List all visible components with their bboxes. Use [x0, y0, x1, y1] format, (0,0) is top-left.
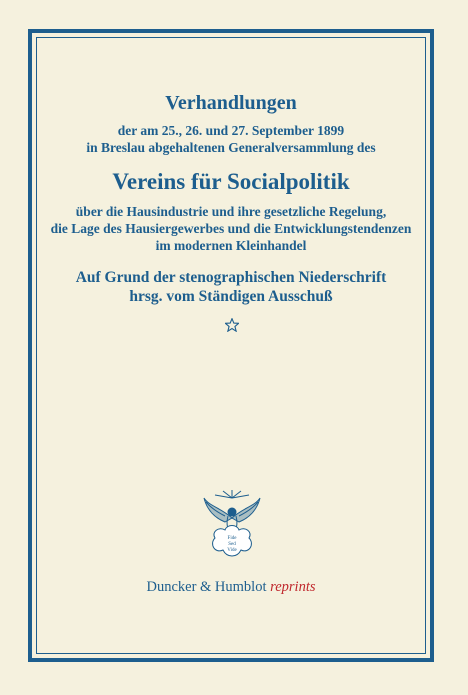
topic-line: über die Hausindustrie und ihre gesetzliche Regelung,: [75, 204, 387, 219]
publisher-name: Duncker & Humblot: [146, 579, 267, 595]
emblem-word: Sed: [228, 542, 236, 547]
publisher-series: reprints: [270, 579, 316, 595]
eagle-emblem-icon: [201, 488, 263, 562]
emblem-word: Fide: [227, 536, 237, 541]
star-icon: [225, 318, 239, 332]
basis-line: hrsg. vom Ständigen Ausschuß: [129, 288, 333, 305]
subtitle-line: der am 25., 26. und 27. September 1899: [117, 123, 345, 138]
topic-block: [40, 203, 422, 254]
society-name: Vereins für Socialpolitik: [112, 169, 350, 194]
topic-line: die Lage des Hausiergewerbes und die Entwicklungstendenzen: [50, 221, 412, 236]
subtitle-line: in Breslau abgehaltenen Generalversammlung des: [86, 140, 376, 155]
meeting-subtitle: [40, 122, 422, 156]
editor-block: [40, 268, 422, 306]
emblem-word: Vide: [227, 548, 237, 553]
topic-line: im modernen Kleinhandel: [155, 238, 307, 253]
basis-line: Auf Grund der stenographischen Niederschrift: [75, 269, 387, 286]
cover-title: Verhandlungen: [165, 92, 297, 114]
publisher-line: [40, 579, 422, 596]
